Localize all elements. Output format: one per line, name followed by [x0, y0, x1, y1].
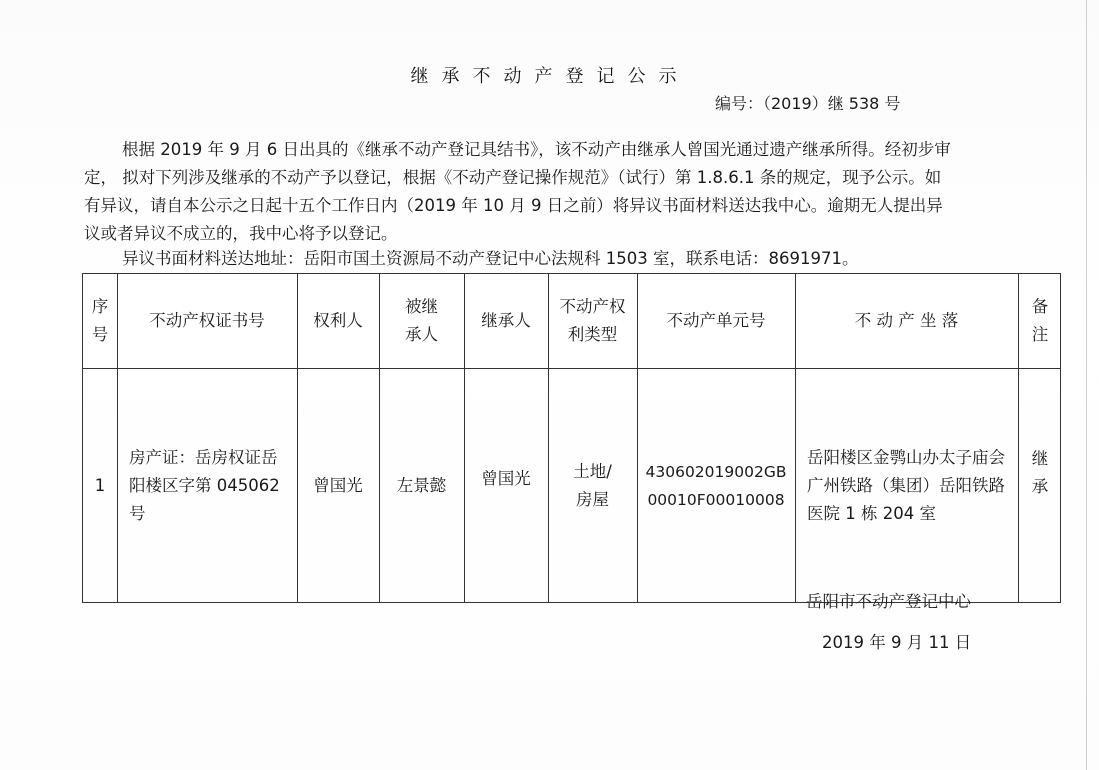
header-cert-no: 不动产权证书号 [149, 311, 265, 330]
registration-table [82, 273, 1061, 603]
scan-edge-line [1086, 0, 1087, 770]
body-line-2: 定， 拟对下列涉及继承的不动产予以登记，根据《不动产登记操作规范》（试行）第 1.8.6.1 条的规定，现予公示。如 [84, 168, 942, 187]
body-line-3: 有异议，请自本公示之日起十五个工作日内（2019 年 10 月 9 日之前）将异议书面材料送达我中心。逾期无人提出异 [84, 196, 943, 215]
cell-heir: 曾国光 [481, 469, 531, 488]
header-right-type: 不动产权利类型 [559, 297, 626, 344]
body-line-1: 根据 2019 年 9 月 6 日出具的《继承不动产登记具结书》，该不动产由继承人曾国光通过遗产继承所得。经初步审 [122, 140, 951, 159]
header-remark: 备注 [1031, 297, 1049, 344]
body-line-4: 议或者异议不成立的，我中心将予以登记。 [84, 224, 398, 243]
notice-title: 继承不动产登记公示 [410, 66, 690, 87]
cell-right-type: 土地/房屋 [573, 462, 612, 509]
header-seq: 序号 [91, 297, 109, 344]
cell-unit-no: 430602019002GB00010F00010008 [645, 463, 787, 509]
cell-cert-no: 房产证：岳房权证岳阳楼区字第 045062号 [129, 448, 280, 523]
cell-seq: 1 [94, 476, 106, 495]
objection-address-line: 异议书面材料送达地址：岳阳市国土资源局不动产登记中心法规科 1503 室，联系电话：8691971。 [122, 249, 859, 268]
header-unit-no: 不动产单元号 [666, 311, 766, 330]
header-location: 不 动 产 坐 落 [854, 311, 959, 330]
cell-remark: 继承 [1031, 449, 1049, 496]
cell-location: 岳阳楼区金鹗山办太子庙会广州铁路（集团）岳阳铁路医院 1 栋 204 室 [807, 448, 1005, 523]
document-number: 编号：（2019）继 538 号 [715, 94, 901, 113]
header-decedent: 被继承人 [405, 297, 438, 344]
header-right-holder: 权利人 [313, 311, 363, 330]
cell-decedent: 左景懿 [396, 476, 447, 495]
signing-date: 2019 年 9 月 11 日 [822, 633, 972, 652]
header-heir: 继承人 [481, 311, 531, 330]
cell-right-holder: 曾国光 [313, 476, 363, 495]
signing-organization: 岳阳市不动产登记中心 [806, 592, 971, 611]
